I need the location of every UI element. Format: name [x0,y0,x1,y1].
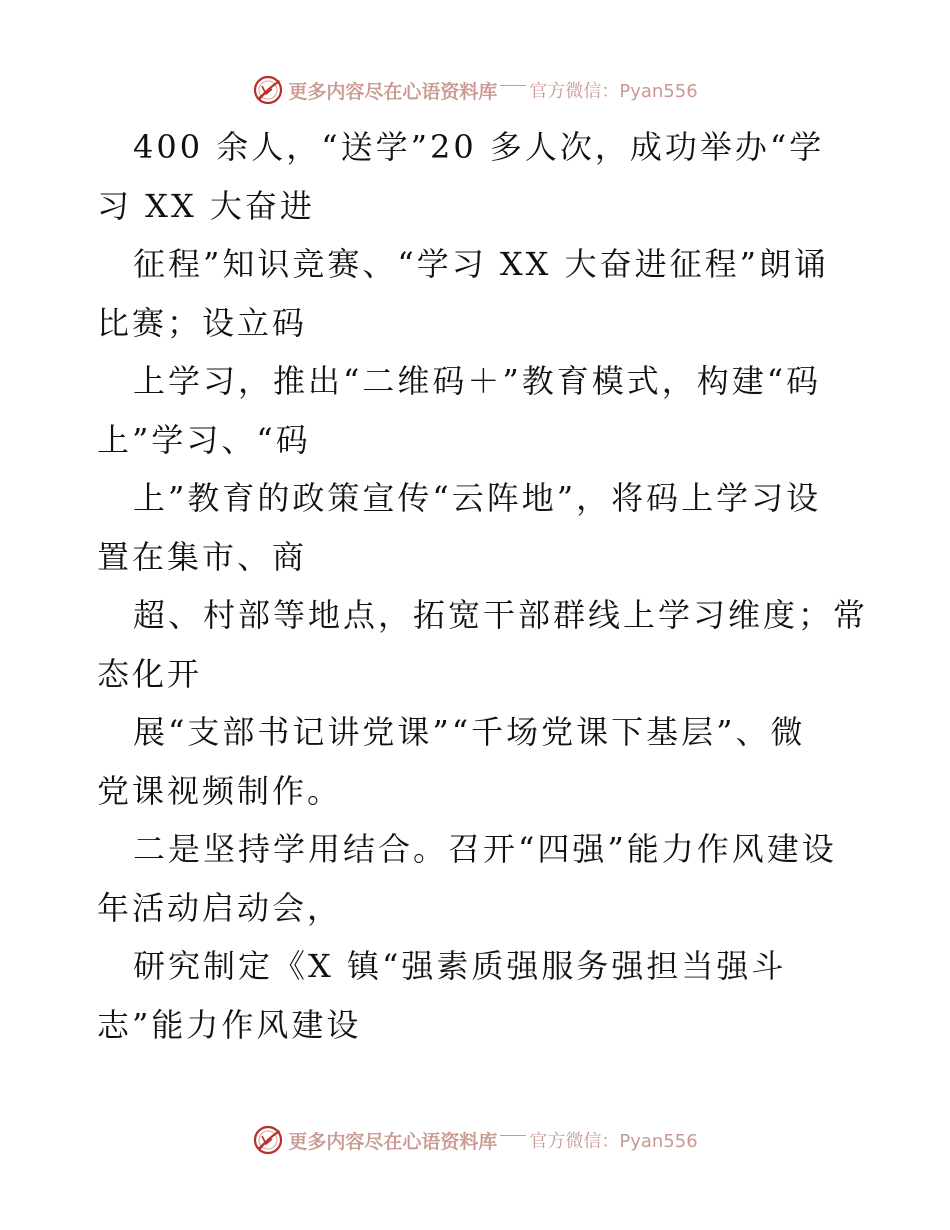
body-line: 上学习，推出“二维码＋”教育模式，构建“码 [133,362,822,400]
body-line: 党课视频制作。 [97,771,343,810]
body-line: 上”学习、“码 [97,420,311,459]
document-body [97,118,869,1054]
banner-text: 更多内容尽在心语资料库 [288,80,498,103]
body-line: 态化开 [97,654,203,693]
body-line: 上”教育的政策宣传“云阵地”，将码上学习设 [133,479,822,517]
body-line: 置在集市、商 [97,537,308,576]
body-line: 研究制定《X 镇“强素质强服务强担当强斗 [133,947,787,985]
body-line: 二是坚持学用结合。召开“四强”能力作风建设 [133,830,837,868]
body-line: 习 XX 大奋进 [97,186,315,225]
body-line: 比赛；设立码 [97,303,308,342]
body-line: 展“支部书记讲党课”“千场党课下基层”、微 [133,713,806,751]
brush-seal-logo-icon [252,1124,284,1156]
banner-separator [500,1135,526,1136]
banner-wechat: 官方微信：Pyan556 [529,1131,698,1152]
banner-separator [500,85,526,86]
body-line: 超、村部等地点，拓宽干部群线上学习维度；常 [133,596,869,634]
banner-text: 更多内容尽在心语资料库 [288,1130,498,1153]
brush-seal-logo-icon [252,74,284,106]
banner-wechat: 官方微信：Pyan556 [529,81,698,102]
body-line: 400 余人，“送学”20 多人次，成功举办“学 [133,128,825,166]
body-line: 征程”知识竞赛、“学习 XX 大奋进征程”朗诵 [133,245,829,283]
body-line: 志”能力作风建设 [97,1005,362,1044]
footer-banner [0,1120,950,1160]
body-line: 年活动启动会， [97,888,343,927]
header-banner [0,70,950,110]
